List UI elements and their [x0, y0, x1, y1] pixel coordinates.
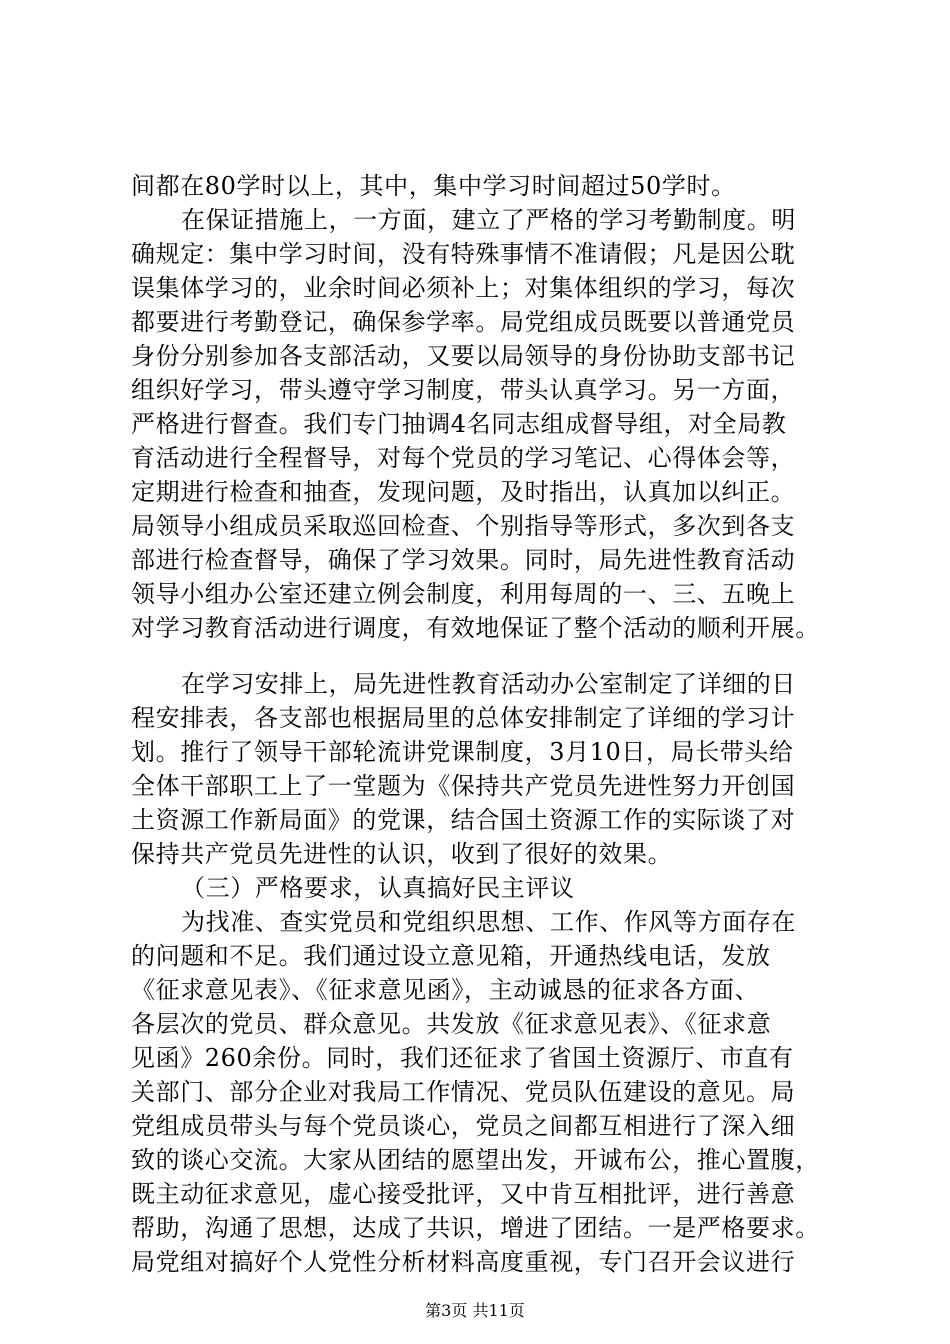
- text-line: 程安排表，各支部也根据局里的总体安排制定了详细的学习计: [131, 704, 796, 732]
- text-line: 间都在80学时以上，其中，集中学习时间超过50学时。: [131, 172, 736, 200]
- text-line: 土资源工作新局面》的党课，结合国土资源工作的实际谈了对: [131, 806, 796, 834]
- text-line: 确规定：集中学习时间，没有特殊事情不准请假；凡是因公耽: [131, 240, 796, 268]
- text-line: 部进行检查督导，确保了学习效果。同时，局先进性教育活动: [131, 546, 796, 574]
- text-line: 定期进行检查和抽查，发现问题，及时指出，认真加以纠正。: [131, 478, 796, 506]
- text-line: 帮助，沟通了思想，达成了共识，增进了团结。一是严格要求。: [131, 1214, 820, 1242]
- text-line: 划。推行了领导干部轮流讲党课制度，3月10日，局长带头给: [131, 738, 794, 766]
- text-line: 局领导小组成员采取巡回检查、个别指导等形式，多次到各支: [131, 512, 796, 540]
- text-line: 领导小组办公室还建立例会制度，利用每周的一、三、五晚上: [131, 580, 796, 608]
- text-line: 对学习教育活动进行调度，有效地保证了整个活动的顺利开展。: [131, 614, 820, 642]
- text-line: 局党组对搞好个人党性分析材料高度重视，专门召开会议进行: [131, 1248, 796, 1276]
- text-line: 保持共产党员先进性的认识，收到了很好的效果。: [131, 840, 673, 868]
- text-line: 既主动征求意见，虚心接受批评，又中肯互相批评，进行善意: [131, 1180, 796, 1208]
- text-line: 致的谈心交流。大家从团结的愿望出发，开诚布公，推心置腹，: [131, 1146, 820, 1174]
- text-line: 见函》260余份。同时，我们还征求了省国土资源厅、市直有: [131, 1044, 794, 1072]
- text-line: 身份分别参加各支部活动，又要以局领导的身份协助支部书记: [131, 342, 796, 370]
- text-line: 全体干部职工上了一堂题为《保持共产党员先进性努力开创国: [131, 772, 796, 800]
- text-line: 关部门、部分企业对我局工作情况、党员队伍建设的意见。局: [131, 1078, 796, 1106]
- text-line: 各层次的党员、群众意见。共发放《征求意见表》、《征求意: [131, 1010, 772, 1038]
- text-line: 育活动进行全程督导，对每个党员的学习笔记、心得体会等，: [131, 444, 796, 472]
- text-line: 党组成员带头与每个党员谈心，党员之间都互相进行了深入细: [131, 1112, 796, 1140]
- text-line: 在保证措施上，一方面，建立了严格的学习考勤制度。明: [181, 206, 796, 234]
- text-line: 为找准、查实党员和党组织思想、工作、作风等方面存在: [181, 908, 796, 936]
- text-line: 组织好学习，带头遵守学习制度，带头认真学习。另一方面，: [131, 376, 796, 404]
- text-line: 《征求意见表》、《征求意见函》，主动诚恳的征求各方面、: [131, 976, 760, 1004]
- text-line: 误集体学习的，业余时间必须补上；对集体组织的学习，每次: [131, 274, 796, 302]
- text-line: 在学习安排上，局先进性教育活动办公室制定了详细的日: [181, 670, 796, 698]
- page-number: 第3页 共11页: [425, 1301, 525, 1320]
- text-line: 的问题和不足。我们通过设立意见箱，开通热线电话，发放: [131, 942, 771, 970]
- section-heading: （三）严格要求，认真搞好民主评议: [181, 874, 575, 902]
- text-line: 严格进行督查。我们专门抽调4名同志组成督导组，对全局教: [131, 410, 787, 438]
- text-line: 都要进行考勤登记，确保参学率。局党组成员既要以普通党员: [131, 308, 796, 336]
